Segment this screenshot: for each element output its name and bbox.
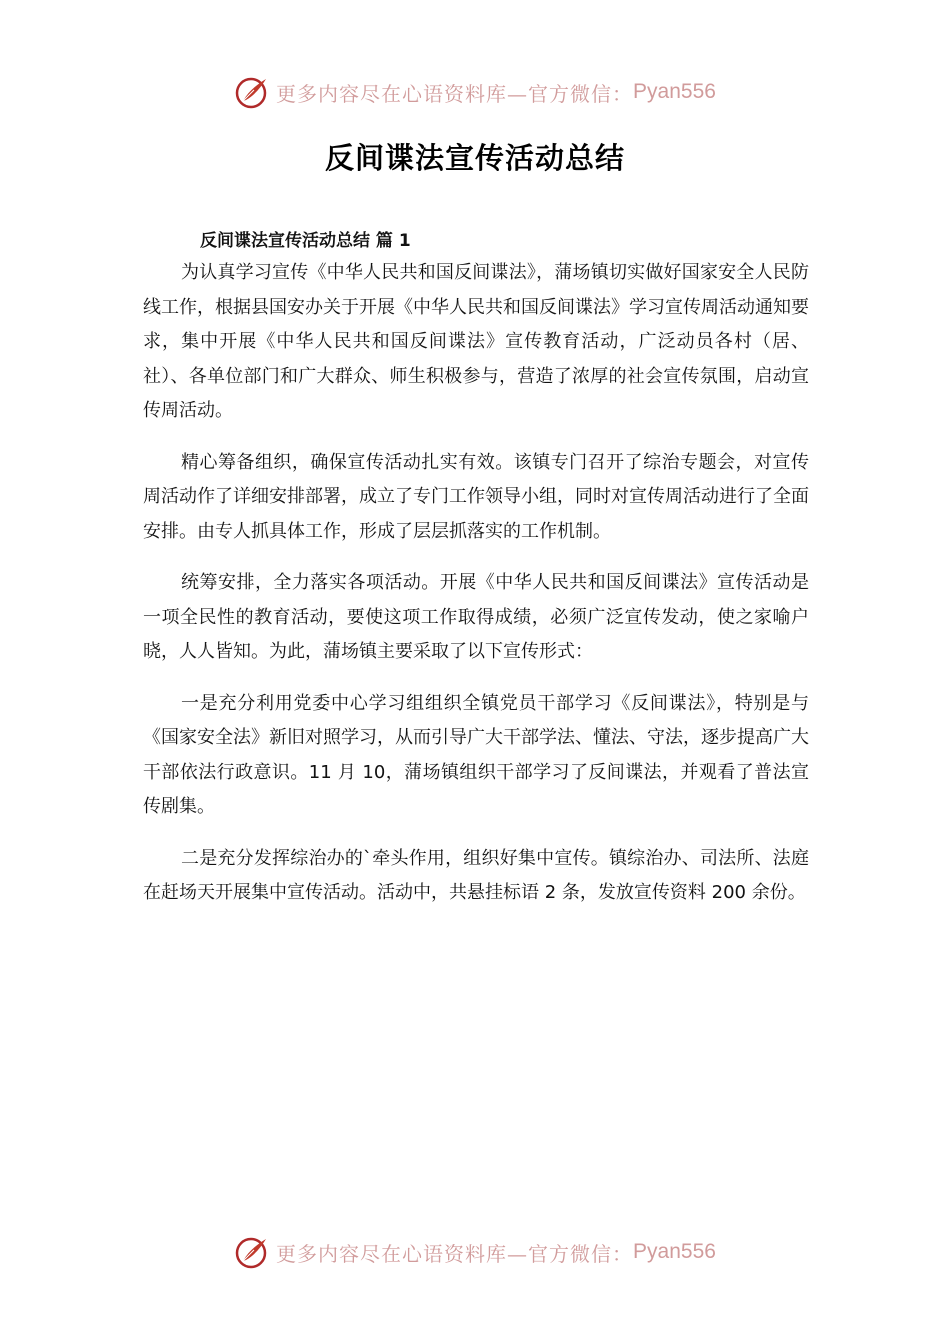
header-banner bbox=[0, 72, 950, 112]
paragraph-5: 二是充分发挥综治办的`牵头作用，组织好集中宣传。镇综治办、司法所、法庭在赶场天开展集中宣传活动。活动中，共悬挂标语 2 条，发放宣传资料 200 余份。 bbox=[143, 847, 809, 903]
banner-text: 更多内容尽在心语资料库—官方微信： bbox=[276, 1241, 634, 1266]
wechat-handle: Pyan556 bbox=[633, 1240, 716, 1263]
section-heading: 反间谍法宣传活动总结 篇 1 bbox=[200, 231, 411, 251]
paragraph-4: 一是充分利用党委中心学习组组织全镇党员干部学习《反间谍法》，特别是与《国家安全法》新旧对照学习，从而引导广大干部学法、懂法、守法，逐步提高广大干部依法行政意识。11 月 10，蒲场镇组织干部学习了反间谍法，并观看了普法宣传剧集。 bbox=[143, 692, 809, 817]
footer-banner bbox=[0, 1232, 950, 1272]
paragraph-2: 精心筹备组织，确保宣传活动扎实有效。该镇专门召开了综治专题会，对宣传周活动作了详细安排部署，成立了专门工作领导小组，同时对宣传周活动进行了全面安排。由专人抓具体工作，形成了层层抓落实的工作机制。 bbox=[143, 451, 809, 542]
document-body bbox=[143, 226, 809, 911]
quill-logo-icon bbox=[234, 1234, 270, 1270]
paragraph-3: 统筹安排，全力落实各项活动。开展《中华人民共和国反间谍法》宣传活动是一项全民性的教育活动，要使这项工作取得成绩，必须广泛宣传发动，使之家喻户晓，人人皆知。为此，蒲场镇主要采取了以下宣传形式： bbox=[143, 572, 809, 662]
page-title: 反间谍法宣传活动总结 bbox=[324, 141, 625, 175]
paragraph-1: 为认真学习宣传《中华人民共和国反间谍法》，蒲场镇切实做好国家安全人民防线工作，根据县国安办关于开展《中华人民共和国反间谍法》学习宣传周活动通知要求，集中开展《中华人民共和国反间谍法》宣传教育活动，广泛动员各村（居、社）、各单位部门和广大群众、师生积极参与，营造了浓厚的社会宣传氛围，启动宣传周活动。 bbox=[143, 262, 809, 421]
quill-logo-icon bbox=[234, 74, 270, 110]
banner-text: 更多内容尽在心语资料库—官方微信： bbox=[276, 81, 634, 106]
wechat-handle: Pyan556 bbox=[633, 80, 716, 103]
